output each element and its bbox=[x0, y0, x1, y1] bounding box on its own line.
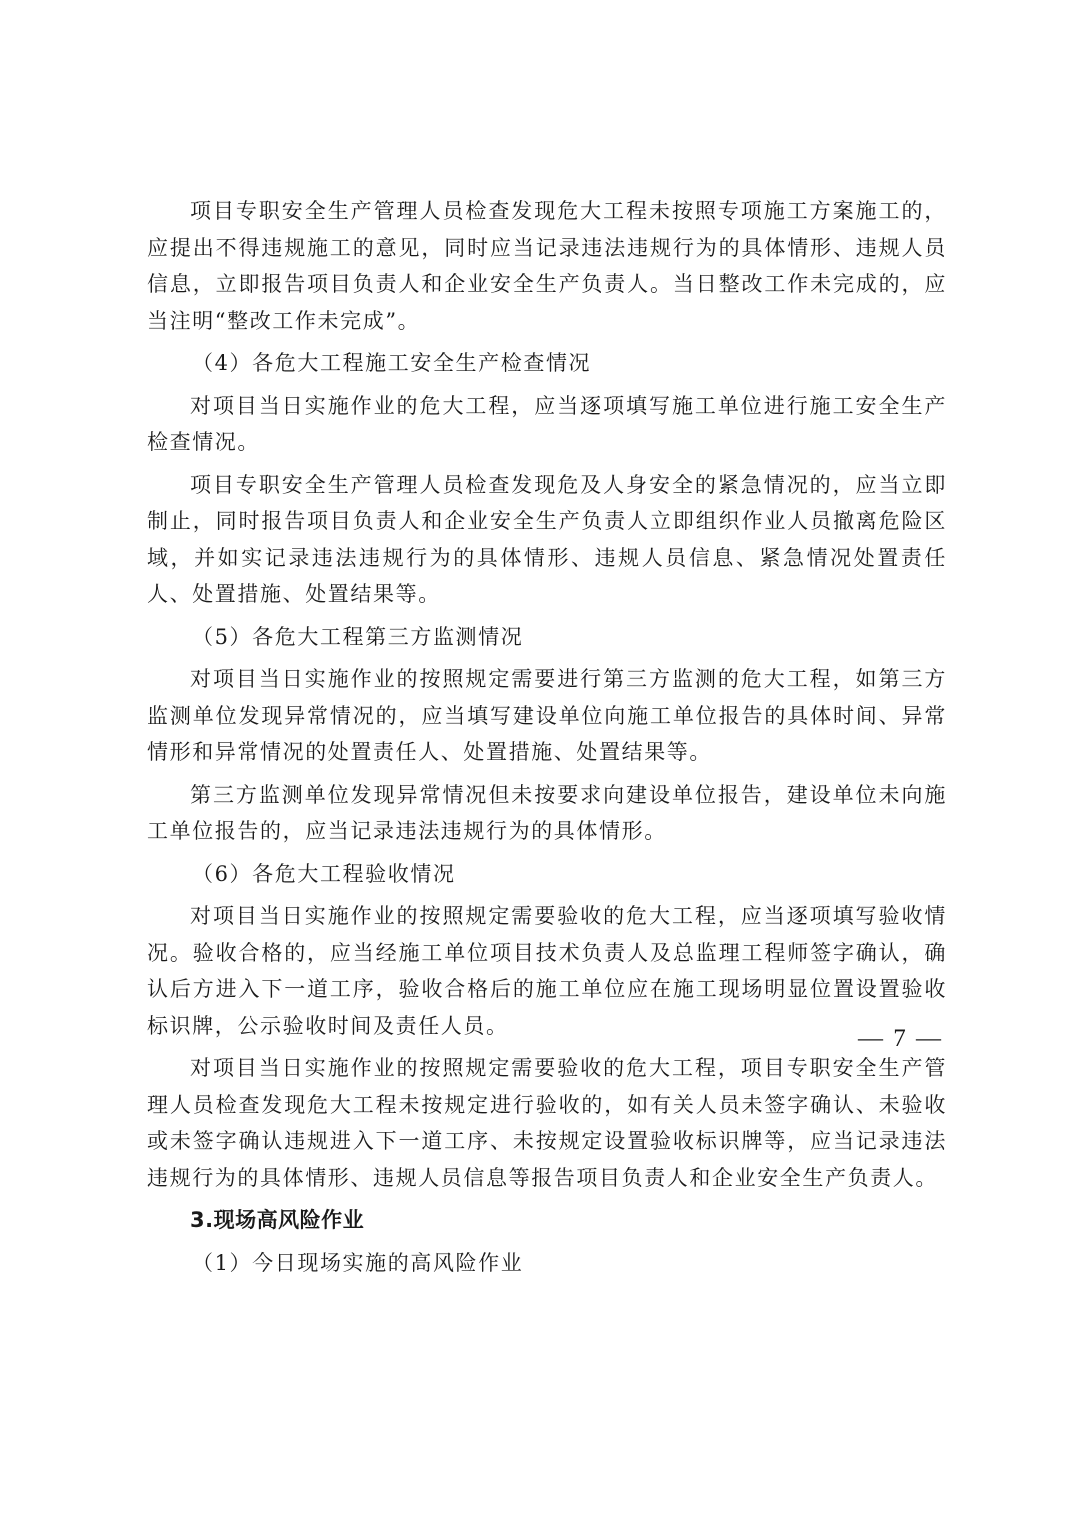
subsection-heading: （4）各危大工程施工安全生产检查情况 bbox=[192, 351, 592, 375]
paragraph: 项目专职安全生产管理人员检查发现危大工程未按照专项施工方案施工的，应提出不得违规施工的意见，同时应当记录违法违规行为的具体情形、违规人员信息，立即报告项目负责人和企业安全生产负责人。当日整改工作未完成的，应当注明“整改工作未完成”。 bbox=[147, 199, 947, 333]
page-number: — 7 — bbox=[858, 1025, 943, 1052]
paragraph: 对项目当日实施作业的危大工程，应当逐项填写施工单位进行施工安全生产检查情况。 bbox=[147, 393, 947, 454]
paragraph: 对项目当日实施作业的按照规定需要验收的危大工程，项目专职安全生产管理人员检查发现危大工程未按规定进行验收的，如有关人员未签字确认、未验收或未签字确认违规进入下一道工序、未按规定设置验收标识牌等，应当记录违法违规行为的具体情形、违规人员信息等报告项目负责人和企业安全生产负责人。 bbox=[147, 1056, 947, 1190]
subsection-heading: （6）各危大工程验收情况 bbox=[192, 861, 456, 886]
paragraph: 第三方监测单位发现异常情况但未按要求向建设单位报告，建设单位未向施工单位报告的，应当记录违法违规行为的具体情形。 bbox=[147, 782, 947, 843]
paragraph: 对项目当日实施作业的按照规定需要进行第三方监测的危大工程，如第三方监测单位发现异常情况的，应当填写建设单位向施工单位报告的具体时间、异常情形和异常情况的处置责任人、处置措施、处置结果等。 bbox=[147, 667, 947, 764]
subsection-heading: （5）各危大工程第三方监测情况 bbox=[192, 624, 524, 649]
document-body bbox=[147, 193, 947, 1287]
section-heading: 3.现场高风险作业 bbox=[190, 1208, 365, 1232]
subsection-heading: （1）今日现场实施的高风险作业 bbox=[192, 1250, 524, 1275]
paragraph: 对项目当日实施作业的按照规定需要验收的危大工程，应当逐项填写验收情况。验收合格的，应当经施工单位项目技术负责人及总监理工程师签字确认，确认后方进入下一道工序，验收合格后的施工单位应在施工现场明显位置设置验收标识牌，公示验收时间及责任人员。 bbox=[147, 904, 947, 1038]
paragraph: 项目专职安全生产管理人员检查发现危及人身安全的紧急情况的，应当立即制止，同时报告项目负责人和企业安全生产负责人立即组织作业人员撤离危险区域，并如实记录违法违规行为的具体情形、违规人员信息、紧急情况处置责任人、处置措施、处置结果等。 bbox=[147, 472, 947, 606]
